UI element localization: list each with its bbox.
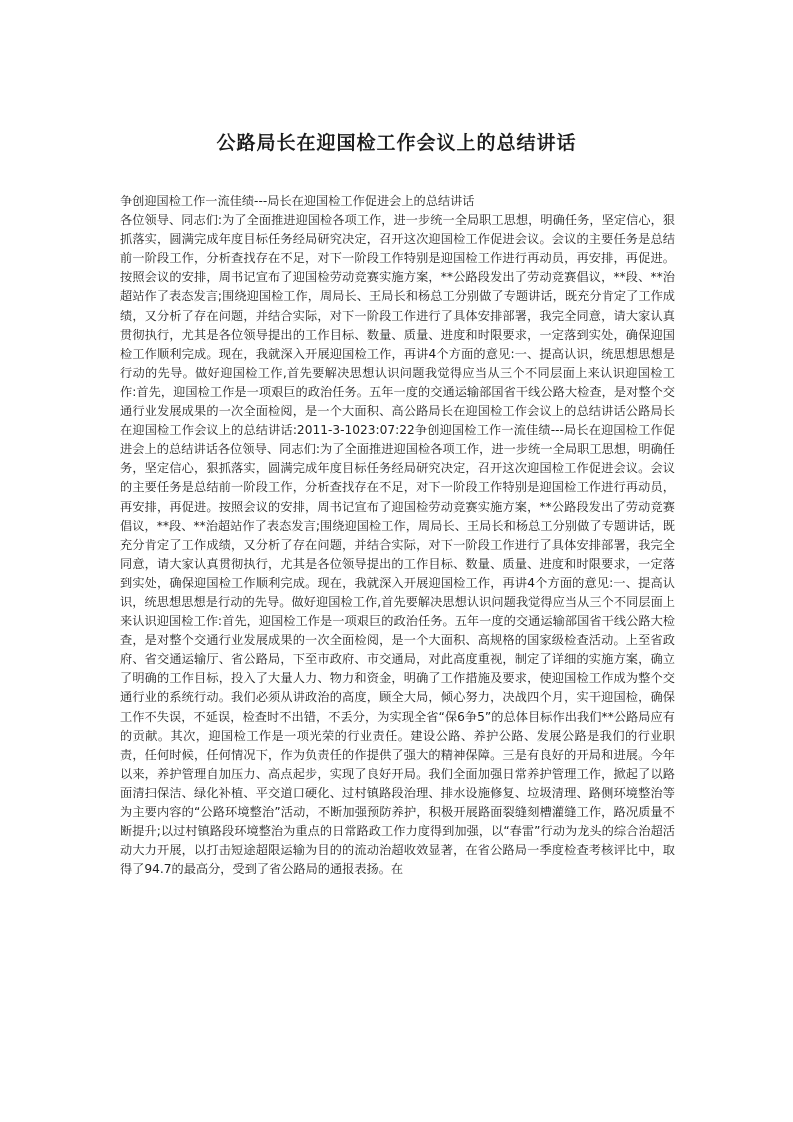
document-title: 公路局长在迎国检工作会议上的总结讲话 (216, 132, 577, 154)
document-subtitle: 争创迎国检工作一流佳绩---局长在迎国检工作促进会上的总结讲话 (120, 194, 475, 208)
document-body (120, 192, 675, 879)
body-paragraph: 各位领导、同志们:为了全面推进迎国检各项工作，进一步统一全局职工思想，明确任务，坚定信心，狠抓落实，圆满完成年度目标任务经局研究决定，召开这次迎国检工作促进会议。会议的主要任务是总结前一阶段工作，分析查找存在不足，对下一阶段工作特别是迎国检工作进行再动员，再安排，再促进。按照会议的安排，周书记宣布了迎国检劳动竞赛实施方案，**公路段发出了劳动竞赛倡议，**段、**治超站作了表态发言;围绕迎国检工作，周局长、王局长和杨总工分别做了专题讲话，既充分肯定了工作成绩，又分析了存在问题，并结合实际，对下一阶段工作进行了具体安排部署，我完全同意，请大家认真贯彻执行，尤其是各位领导提出的工作目标、数量、质量、进度和时限要求，一定落到实处，确保迎国检工作顺利完成。现在，我就深入开展迎国检工作，再讲4个方面的意见:一、提高认识，统思想思想是行动的先导。做好迎国检工作,首先要解决思想认识问题我觉得应当从三个不同层面上来认识迎国检工作:首先，迎国检工作是一项艰巨的政治任务。五年一度的交通运输部国省干线公路大检查，是对整个交通行业发展成果的一次全面检阅，是一个大面积、高公路局长在迎国检工作会议上的总结讲话公路局长在迎国检工作会议上的总结讲话:2011-3-1023:07:22争创迎国检工作一流佳绩---局长在迎国检工作促进会上的总结讲话各位领导、同志们:为了全面推进迎国检各项工作，进一步统一全局职工思想，明确任务，坚定信心，狠抓落实，圆满完成年度目标任务经局研究决定，召开这次迎国检工作促进会议。会议的主要任务是总结前一阶段工作，分析查找存在不足，对下一阶段工作特别是迎国检工作进行再动员，再安排，再促进。按照会议的安排，周书记宣布了迎国检劳动竞赛实施方案，**公路段发出了劳动竞赛倡议，**段、**治超站作了表态发言;围绕迎国检工作，周局长、王局长和杨总工分别做了专题讲话，既充分肯定了工作成绩，又分析了存在问题，并结合实际，对下一阶段工作进行了具体安排部署，我完全同意，请大家认真贯彻执行，尤其是各位领导提出的工作目标、数量、质量、进度和时限要求，一定落到实处，确保迎国检工作顺利完成。现在，我就深入开展迎国检工作，再讲4个方面的意见:一、提高认识，统思想思想是行动的先导。做好迎国检工作,首先要解决思想认识问题我觉得应当从三个不同层面上来认识迎国检工作:首先，迎国检工作是一项艰巨的政治任务。五年一度的交通运输部国省干线公路大检查，是对整个交通行业发展成果的一次全面检阅，是一个大面积、高规格的国家级检查活动。上至省政府、省交通运输厅、省公路局，下至市政府、市交通局，对此高度重视，制定了详细的实施方案，确立了明确的工作目标，投入了大量人力、物力和资金，明确了工作措施及要求，使迎国检工作成为整个交通行业的系统行动。我们必须从讲政治的高度，顾全大局，倾心努力，决战四个月，实干迎国检，确保工作不失误，不延误，检查时不出错，不丢分，为实现全省“保6争5”的总体目标作出我们**公路局应有的贡献。其次，迎国检工作是一项光荣的行业责任。建设公路、养护公路、发展公路是我们的行业职责，任何时候，任何情况下，作为负责任的作提供了强大的精神保障。三是有良好的开局和进展。今年以来，养护管理自加压力、高点起步，实现了良好开局。我们全面加强日常养护管理工作，掀起了以路面清扫保洁、绿化补植、平交道口硬化、过村镇路段治理、排水设施修复、垃圾清理、路侧环境整治等为主要内容的“公路环境整治”活动，不断加强预防养护，积极开展路面裂缝刻槽灌缝工作，路况质量不断提升;以过村镇路段环境整治为重点的日常路政工作力度得到加强，以“春雷”行动为龙头的综合治超活动大力开展，以打击短途超限运输为目的的流动治超收效显著，在省公路局一季度检查考核评比中，取得了94.7的最高分，受到了省公路局的通报表扬。在 (120, 213, 675, 877)
